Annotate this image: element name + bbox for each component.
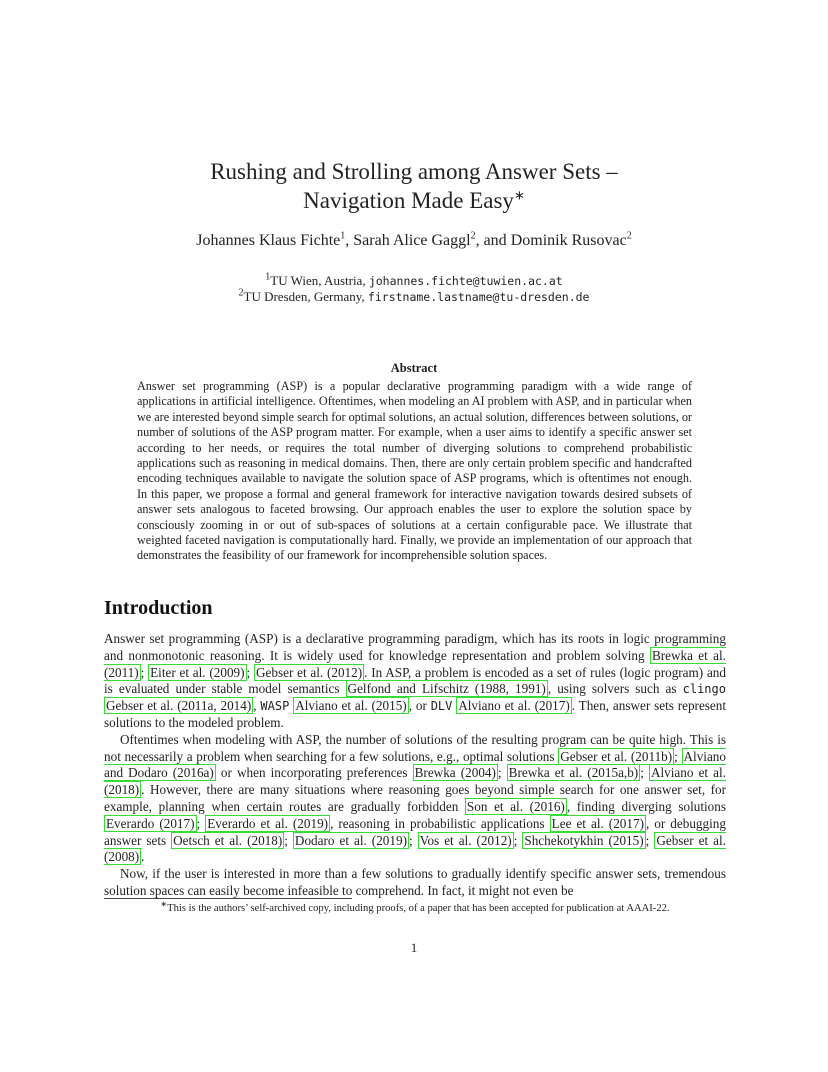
paper-title-text: Navigation Made Easy [303, 188, 514, 213]
author-name: Sarah Alice Gaggl [353, 232, 471, 249]
footnote [104, 899, 726, 916]
citation-link[interactable]: Gebser et al. (2012) [255, 664, 363, 680]
footnote-text: This is the authors’ self-archived copy, including proofs, of a paper that has been accepted for publication at AAAI-22. [167, 903, 670, 914]
author-name: Johannes Klaus Fichte [196, 232, 341, 249]
author-affiliation-mark: 2 [470, 230, 476, 242]
citation-link[interactable]: Son et al. (2016) [466, 798, 565, 814]
tool-name: WASP [260, 699, 290, 714]
citation-link[interactable]: Alviano et al. (2018) [104, 765, 726, 798]
affiliation-mark: 2 [238, 287, 244, 299]
citation-link[interactable]: Oetsch et al. (2018) [173, 832, 283, 848]
paragraph: Oftentimes when modeling with ASP, the number of solutions of the resulting program can be quite high. This is not necessarily a problem when searching for a few solutions, e.g., optimal solutions Gebser et al. (2011b) ; Alviano and Dodaro (2016a) or when incorporating preferences Brewka (2004) ; Brewka et al. (2015a,b) ; Alviano et al. (2018) . However, there are many situations where reasoning goes beyond simple search for one answer set, for example, planning when certain routes are gradually forbidden Son et al. (2016) , finding diverging solutions Everardo (2017) ; Everardo et al. (2019) , reasoning in probabilistic applications Lee et al. (2017) , or debugging answer sets Oetsch et al. (2018) ; Dodaro et al. (2019) ; Vos et al. (2012) ; Shchekotykhin (2015) ; Gebser et al. (2008) . [104, 731, 727, 865]
citation-link[interactable]: Dodaro et al. (2019) [294, 832, 407, 848]
paper-title-line-2 [0, 186, 828, 215]
section-heading: Introduction [104, 597, 213, 619]
citation-link[interactable]: Alviano and Dodaro (2016a) [104, 748, 726, 781]
affiliation-text: TU Dresden, Germany, [243, 289, 368, 304]
citation-link[interactable]: Brewka (2004) [414, 765, 496, 781]
body-text [104, 631, 726, 900]
abstract-heading: Abstract [390, 361, 438, 375]
citation-link[interactable]: Gebser et al. (2011b) [560, 748, 673, 764]
author-name: Dominik Rusovac [510, 232, 627, 249]
paragraph: Answer set programming (ASP) is a declarative programming paradigm, which has its roots in logic programming and nonmonotonic reasoning. It is widely used for knowledge representation and problem solving Brewka et al. (2011) ; Eiter et al. (2009) ; Gebser et al. (2012) . In ASP, a problem is encoded as a set of rules (logic program) and is evaluated under stable model semantics Gelfond and Lifschitz (1988, 1991) , using solvers such as clingo Gebser et al. (2011a, 2014) , WASP Alviano et al. (2015) , or DLV Alviano et al. (2017) . Then, answer sets represent solutions to the modeled problem. [104, 631, 727, 730]
citation-link[interactable]: Alviano et al. (2017) [458, 698, 570, 714]
affiliation-email[interactable]: johannes.fichte@tuwien.ac.at [368, 274, 563, 288]
tool-name: DLV [430, 699, 453, 714]
footnote-rule [104, 898, 352, 899]
citation-link[interactable]: Eiter et al. (2009) [150, 664, 245, 680]
affiliation-mark: 1 [265, 271, 271, 283]
page-number: 1 [410, 940, 418, 955]
author-list [0, 230, 828, 252]
tool-name: clingo [682, 682, 726, 697]
citation-link[interactable]: Everardo et al. (2019) [207, 815, 329, 831]
author-affiliation-mark: 2 [626, 230, 632, 242]
abstract-text: Answer set programming (ASP) is a popular declarative programming paradigm with a wide range of applications in artificial intelligence. Oftentimes, when modeling an AI problem with ASP, and in particular when we are interested beyond simple search for optimal solutions, an actual solution, differences between solutions, or number of solutions of the ASP program matter. For example, when a user aims to identify a specific answer set according to her needs, or requires the total number of diverging solutions to comprehend probabilistic applications such as reasoning in medical domains. Then, there are only certain problem specific and handcrafted encoding techniques available to navigate the solution space of ASP programs, which is oftentimes not enough. In this paper, we propose a formal and general framework for interactive navigation towards desired subsets of answer sets analogous to faceted browsing. Our approach enables the user to explore the solution space by consciously zooming in or out of sub-spaces of solutions at a certain configurable pace. We illustrate that weighted faceted navigation is computationally hard. Finally, we provide an implementation of our approach that demonstrates the feasibility of our framework for incomprehensible solution spaces. [137, 379, 692, 563]
citation-link[interactable]: Gelfond and Lifschitz (1988, 1991) [347, 681, 546, 697]
citation-link[interactable]: Shchekotykhin (2015) [524, 832, 644, 848]
affiliation-2 [0, 288, 828, 306]
citation-link[interactable]: Lee et al. (2017) [551, 815, 644, 831]
author-separator: , [345, 232, 354, 249]
affiliation-text: TU Wien, Austria, [270, 273, 369, 288]
affiliation-email[interactable]: firstname.lastname@tu-dresden.de [367, 290, 590, 304]
citation-link[interactable]: Alviano et al. (2015) [295, 698, 407, 714]
citation-link[interactable]: Vos et al. (2012) [419, 832, 512, 848]
paragraph: Now, if the user is interested in more than a few solutions to gradually identify specific answer sets, tremendous solution spaces can easily become infeasible to comprehend. In fact, it might not even be [104, 866, 726, 898]
citation-link[interactable]: Gebser et al. (2008) [104, 832, 726, 865]
citation-link[interactable]: Gebser et al. (2011a, 2014) [106, 698, 252, 714]
author-separator: , and [475, 232, 511, 249]
citation-link[interactable]: Brewka et al. (2011) [104, 647, 726, 680]
citation-link[interactable]: Everardo (2017) [106, 815, 195, 831]
citation-link[interactable]: Brewka et al. (2015a,b) [508, 765, 639, 781]
title-footnote-marker: ∗ [513, 187, 525, 203]
author-affiliation-mark: 1 [340, 230, 346, 242]
footnote-marker: ∗ [160, 899, 168, 909]
paper-title-line-1: Rushing and Strolling among Answer Sets – [210, 159, 618, 184]
